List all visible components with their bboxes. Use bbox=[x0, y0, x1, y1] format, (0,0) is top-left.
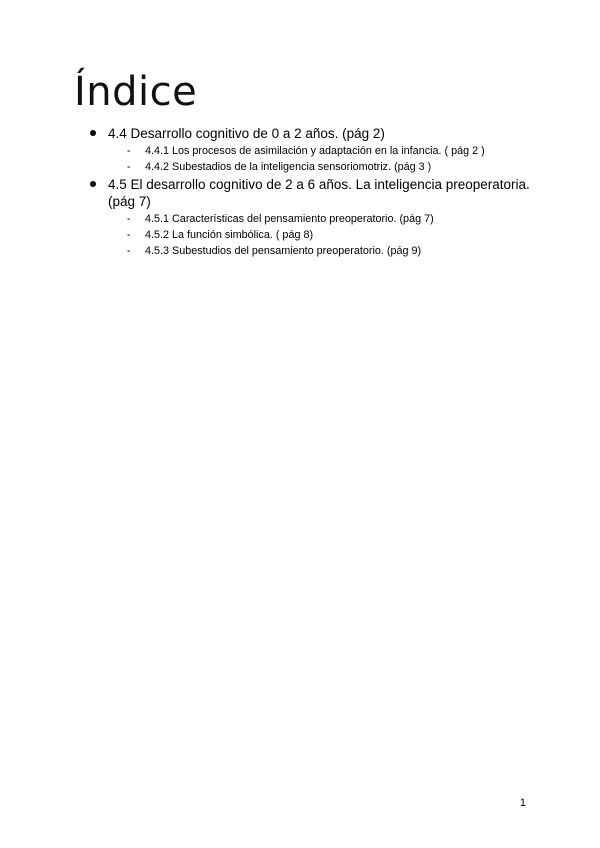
bullet-icon bbox=[90, 130, 96, 136]
toc-item-label: 4.5 El desarrollo cognitivo de 2 a 6 años. La inteligencia preoperatoria. (pág 7) bbox=[108, 177, 530, 209]
toc-subitem-4-5-2 bbox=[125, 227, 548, 243]
toc-subitem-label: 4.4.2 Subestadios de la inteligencia sensoriomotriz. (pág 3 ) bbox=[145, 161, 432, 173]
bullet-icon bbox=[90, 181, 96, 187]
toc-item-label: 4.4 Desarrollo cognitivo de 0 a 2 años. (pág 2) bbox=[108, 126, 385, 141]
dash-marker: - bbox=[127, 145, 131, 157]
toc-subitem-label: 4.5.1 Características del pensamiento preoperatorio. (pág 7) bbox=[145, 213, 434, 225]
toc-item-4-5 bbox=[88, 176, 548, 259]
toc-subitem-4-5-1 bbox=[125, 211, 548, 227]
dash-marker: - bbox=[127, 213, 131, 225]
dash-marker: - bbox=[127, 161, 131, 173]
toc-subitem-4-4-2 bbox=[125, 159, 548, 175]
toc-subitem-label: 4.5.3 Subestudios del pensamiento preoperatorio. (pág 9) bbox=[145, 245, 422, 257]
toc-sublist bbox=[108, 211, 548, 259]
page-number: 1 bbox=[519, 797, 526, 809]
dash-marker: - bbox=[127, 229, 131, 241]
toc-subitem-4-5-3 bbox=[125, 243, 548, 259]
toc-sublist bbox=[108, 143, 548, 175]
table-of-contents bbox=[88, 125, 548, 260]
toc-item-4-4 bbox=[88, 125, 548, 175]
page-title: Índice bbox=[74, 69, 198, 115]
toc-subitem-4-4-1 bbox=[125, 143, 548, 159]
dash-marker: - bbox=[127, 245, 131, 257]
toc-subitem-label: 4.5.2 La función simbólica. ( pág 8) bbox=[145, 229, 314, 241]
toc-subitem-label: 4.4.1 Los procesos de asimilación y adaptación en la infancia. ( pág 2 ) bbox=[145, 145, 485, 157]
